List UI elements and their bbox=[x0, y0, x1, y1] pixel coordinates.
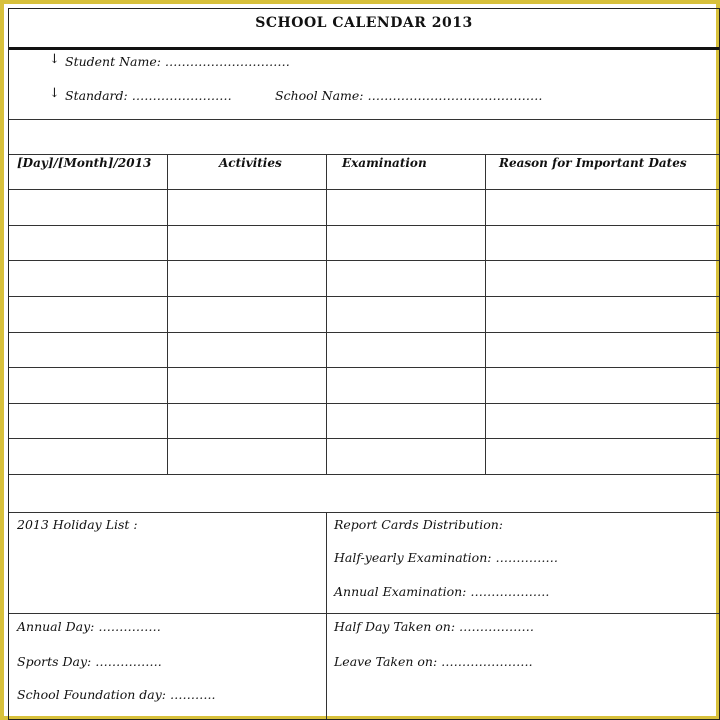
arrow-down-icon: ↓ bbox=[49, 52, 60, 67]
bottom-column-divider bbox=[326, 512, 327, 719]
table-top-border bbox=[9, 154, 719, 155]
holiday-list-label: 2013 Holiday List : bbox=[17, 517, 138, 532]
sports-day-field[interactable]: Sports Day: ……………. bbox=[17, 654, 162, 669]
foundation-day-field[interactable]: School Foundation day: ……….. bbox=[17, 687, 216, 702]
half-yearly-field[interactable]: Half-yearly Examination: …………… bbox=[334, 550, 558, 565]
table-row[interactable] bbox=[9, 439, 719, 474]
table-row[interactable] bbox=[9, 261, 719, 296]
table-row[interactable] bbox=[9, 297, 719, 332]
header-date: [Day]/[Month]/2013 bbox=[17, 156, 152, 170]
header-activities: Activities bbox=[219, 156, 282, 170]
leave-taken-field[interactable]: Leave Taken on: …………………. bbox=[334, 654, 533, 669]
header-reason: Reason for Important Dates bbox=[499, 156, 687, 170]
table-row[interactable] bbox=[9, 404, 719, 438]
annual-exam-field[interactable]: Annual Examination: ………………. bbox=[334, 584, 550, 599]
arrow-down-icon: ↓ bbox=[49, 86, 60, 101]
calendar-sheet bbox=[8, 8, 720, 720]
half-day-field[interactable]: Half Day Taken on: ……………… bbox=[334, 619, 535, 634]
annual-day-field[interactable]: Annual Day: …………… bbox=[17, 619, 161, 634]
section-divider bbox=[9, 512, 719, 513]
table-bottom-border bbox=[9, 474, 719, 475]
table-row[interactable] bbox=[9, 190, 719, 225]
table-row[interactable] bbox=[9, 226, 719, 260]
school-name-field[interactable]: School Name: …………………………………… bbox=[275, 88, 543, 103]
table-row[interactable] bbox=[9, 368, 719, 403]
section-divider bbox=[9, 613, 719, 614]
table-row[interactable] bbox=[9, 333, 719, 367]
title-divider bbox=[9, 47, 719, 50]
student-name-field[interactable]: Student Name: ………………………… bbox=[65, 54, 290, 69]
report-cards-label: Report Cards Distribution: bbox=[334, 517, 503, 532]
page-title: SCHOOL CALENDAR 2013 bbox=[255, 15, 473, 31]
header-examination: Examination bbox=[342, 156, 427, 170]
standard-field[interactable]: Standard: …………………… bbox=[65, 88, 232, 103]
section-divider bbox=[9, 119, 719, 120]
